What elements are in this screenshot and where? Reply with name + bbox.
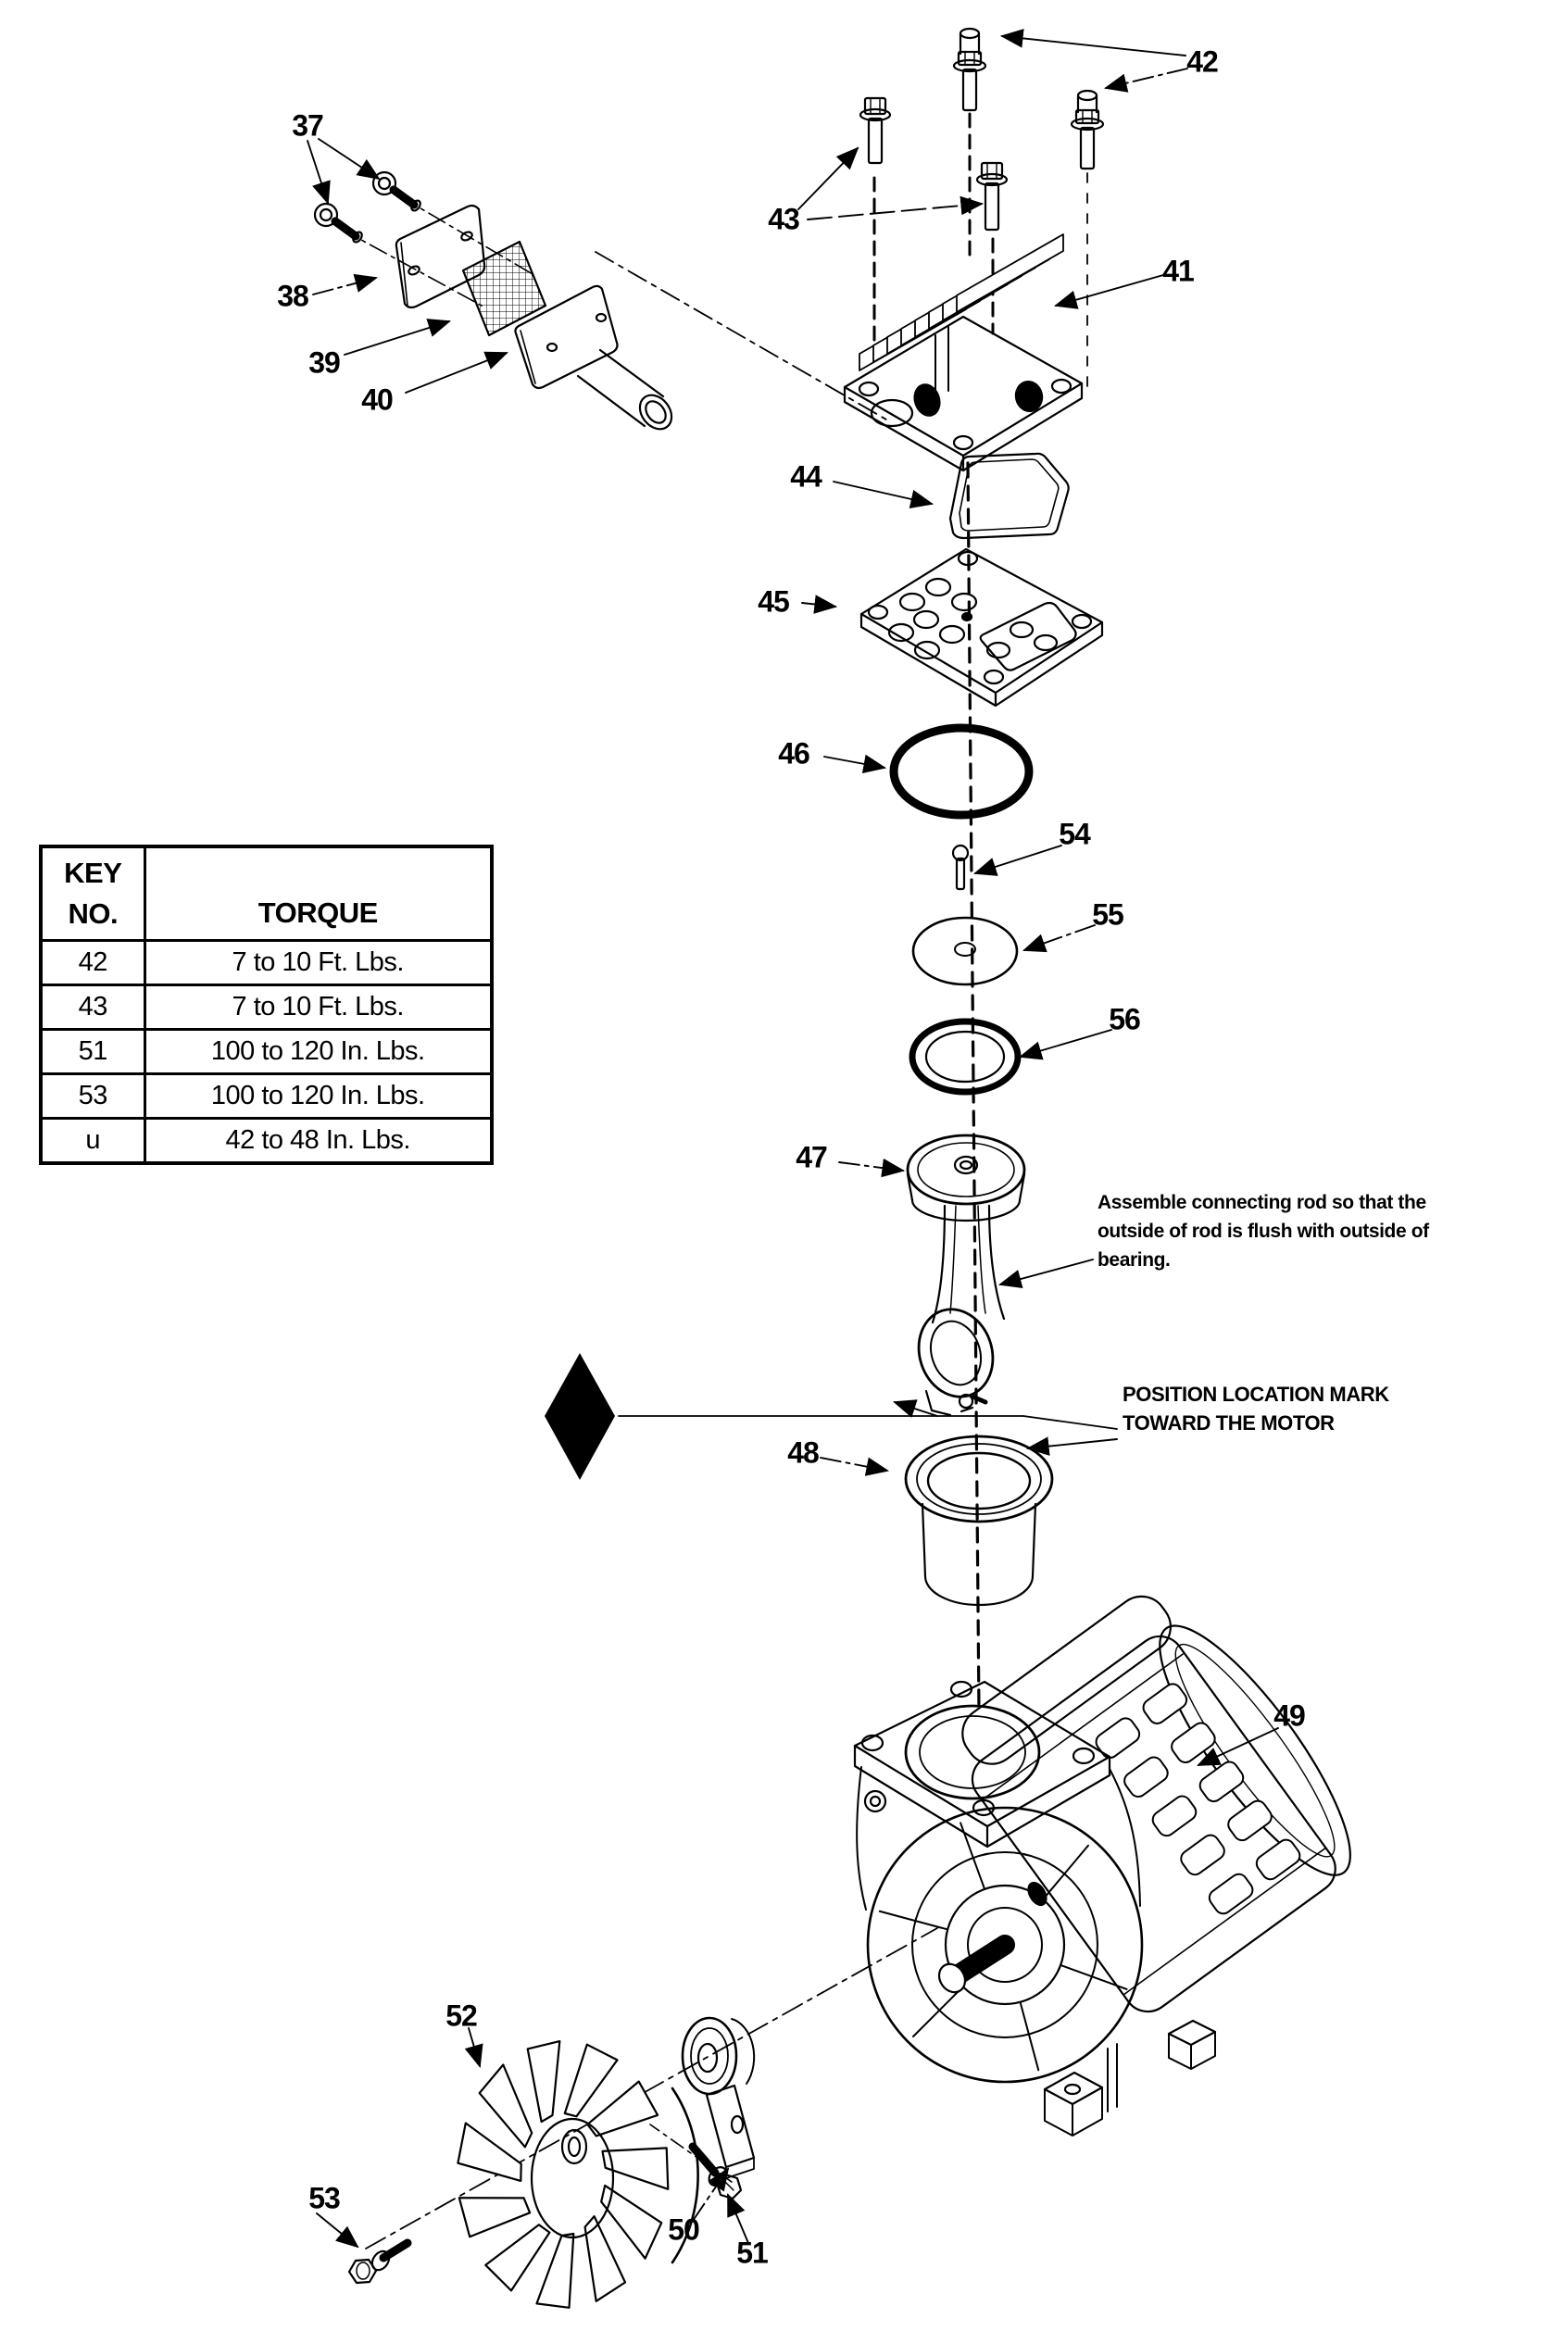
part-43-bolt-left bbox=[860, 98, 890, 163]
callout-54: 54 bbox=[1059, 817, 1090, 851]
part-37-screws bbox=[315, 172, 422, 244]
key-cell: u bbox=[41, 1118, 144, 1163]
part-46-o-ring bbox=[894, 728, 1029, 815]
part-56-seal-ring bbox=[912, 1021, 1018, 1092]
table-row bbox=[41, 1118, 492, 1163]
torque-cell: 42 to 48 In. Lbs. bbox=[144, 1118, 492, 1163]
construction-lines bbox=[341, 114, 1087, 2249]
torque-cell: 7 to 10 Ft. Lbs. bbox=[144, 940, 492, 984]
torque-cell: 100 to 120 In. Lbs. bbox=[144, 1073, 492, 1118]
part-50-bearing-assembly bbox=[683, 2018, 754, 2178]
callout-53: 53 bbox=[308, 2181, 340, 2215]
key-cell: 51 bbox=[41, 1029, 144, 1073]
callout-49: 49 bbox=[1273, 1698, 1305, 1733]
callout-40: 40 bbox=[361, 382, 393, 417]
torque-cell: 100 to 120 In. Lbs. bbox=[144, 1029, 492, 1073]
part-52-fan bbox=[458, 2041, 697, 2308]
callout-44: 44 bbox=[790, 459, 822, 494]
part-39-filter-element bbox=[463, 242, 546, 335]
table-row bbox=[41, 1029, 492, 1073]
callout-45: 45 bbox=[758, 584, 789, 619]
callout-56: 56 bbox=[1109, 1002, 1140, 1036]
torque-cell: 7 to 10 Ft. Lbs. bbox=[144, 984, 492, 1029]
callout-42: 42 bbox=[1186, 44, 1218, 79]
part-42-stud-right bbox=[1072, 91, 1103, 169]
part-43-bolt-middle bbox=[977, 163, 1007, 230]
callout-47: 47 bbox=[796, 1140, 827, 1174]
position-note: POSITION LOCATION MARK TOWARD THE MOTOR bbox=[1123, 1383, 1389, 1435]
part-45-valve-plate bbox=[861, 549, 1102, 706]
assemble-note: Assemble connecting rod so that the outside of rod is flush with outside of bearing. bbox=[1098, 1192, 1429, 1271]
part-55-valve-disc bbox=[913, 918, 1017, 984]
table-header-torque: TORQUE bbox=[144, 846, 492, 940]
callout-41: 41 bbox=[1162, 254, 1194, 288]
part-54-valve-pin bbox=[953, 846, 968, 889]
callout-52: 52 bbox=[445, 1999, 477, 2033]
table-header-key: KEY NO. bbox=[41, 846, 144, 940]
table-row bbox=[41, 940, 492, 984]
part-42-stud-middle bbox=[954, 29, 985, 110]
callout-39: 39 bbox=[308, 345, 340, 380]
part-49-motor bbox=[855, 1567, 1379, 2136]
key-cell: 43 bbox=[41, 984, 144, 1029]
key-cell: 53 bbox=[41, 1073, 144, 1118]
callout-55: 55 bbox=[1092, 897, 1123, 932]
callout-38: 38 bbox=[277, 279, 308, 313]
callout-37: 37 bbox=[292, 108, 323, 143]
part-51-bolt bbox=[693, 2147, 741, 2199]
callout-43: 43 bbox=[768, 202, 799, 236]
table-row bbox=[41, 1073, 492, 1118]
part-53-bolt bbox=[349, 2243, 408, 2283]
callout-46: 46 bbox=[778, 736, 809, 771]
torque-table bbox=[39, 845, 494, 1165]
part-47-piston-rod bbox=[908, 1135, 1024, 1415]
callout-48: 48 bbox=[787, 1435, 819, 1470]
callout-50: 50 bbox=[668, 2212, 699, 2247]
callout-51: 51 bbox=[736, 2236, 768, 2270]
key-cell: 42 bbox=[41, 940, 144, 984]
part-41-cylinder-head bbox=[845, 234, 1082, 470]
table-row bbox=[41, 984, 492, 1029]
